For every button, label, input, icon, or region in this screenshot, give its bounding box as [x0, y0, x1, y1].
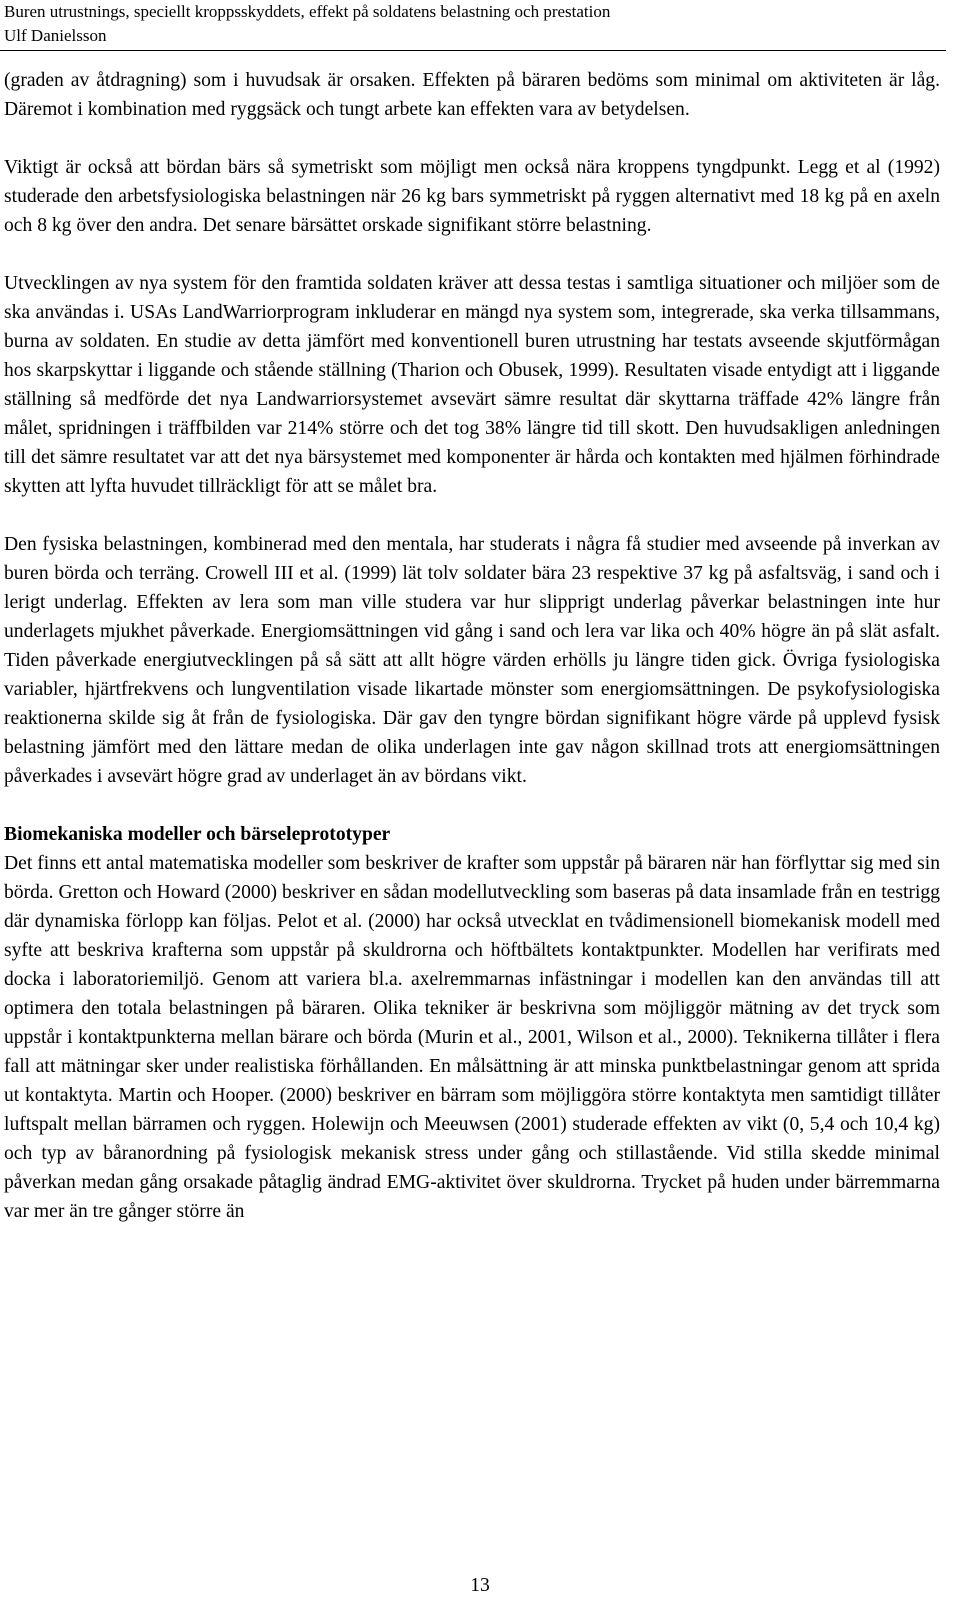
- paragraph-4: Den fysiska belastningen, kombinerad med den mentala, har studerats i några få studier med avseende på inverkan av buren börda och terräng. Crowell III et al. (1999) lät tolv soldater bära 23 respektive 37 kg på asfaltsväg, i sand och i lerigt underlag. Effekten av lera som man ville studera var hur slipprigt underlag påverkar belastningen inte hur underlagets mjukhet påverkade. Energiomsättningen vid gång i sand och lera var lika och 40% högre än på slät asfalt. Tiden påverkade energiutvecklingen på så sätt att allt högre värden erhölls ju längre tiden gick. Övriga fysiologiska variabler, hjärtfrekvens och lungventilation visade likartade mönster som energiomsättningen. De psykofysiologiska reaktionerna skilde sig åt från de fysiologiska. Där gav den tyngre bördan signifikant högre värde på upplevd fysisk belastning jämfört med den lättare medan de olika underlagen inte gav någon skillnad trots att energiomsättningen påverkades i avsevärt högre grad av underlaget än av bördans vikt.: [4, 534, 940, 787]
- paragraph-5: Det finns ett antal matematiska modeller som beskriver de krafter som uppstår på bäraren när han förflyttar sig med sin börda. Gretton och Howard (2000) beskriver en sådan modellutveckling som baseras på data insamlade från en testrigg där dynamiska förlopp kan följas. Pelot et al. (2000) har också utvecklat en tvådimensionell biomekanisk modell med syfte att beskriva krafterna som uppstår på skuldrorna och höftbältets kontaktpunkter. Modellen har verifirats med docka i laboratoriemiljö. Genom att variera bl.a. axelremmarnas infästningar i modellen kan den användas till att optimera den totala belastningen på bäraren. Olika tekniker är beskrivna som möjliggör mätning av det tryck som uppstår i kontaktpunkterna mellan bärare och börda (Murin et al., 2001, Wilson et al., 2000). Teknikerna tillåter i flera fall att mätningar sker under realistiska förhållanden. En målsättning är att minska punktbelastningar genom att sprida ut kontaktyta. Martin och Hooper. (2000) beskriver en bärram som möjliggöra större kontaktyta men samtidigt tillåter luftspalt mellan bärramen och ryggen. Holewijn och Meeuwsen (2001) studerade effekten av vikt (0, 5,4 och 10,4 kg) och typ av båranordning på fysiologisk mekanisk stress under gång och stillastående. Vid stilla skedde minimal påverkan medan gång orsakade påtaglig ändrad EMG-aktivitet över skuldrorna. Trycket på huden under bärremmarna var mer än tre gånger större än: [4, 853, 940, 1222]
- paragraph-2: Viktigt är också att bördan bärs så symetriskt som möjligt men också nära kroppens tyngdpunkt. Legg et al (1992) studerade den arbetsfysiologiska belastningen när 26 kg bars symmetriskt på ryggen alternativt med 18 kg på en axeln och 8 kg över den andra. Det senare bärsättet orskade signifikant större belastning.: [4, 157, 940, 236]
- paragraph-3: Utvecklingen av nya system för den framtida soldaten kräver att dessa testas i samtliga situationer och miljöer som de ska användas i. USAs LandWarriorprogram inkluderar en mängd nya system som, integrerade, ska verka tillsammans, burna av soldaten. En studie av detta jämfört med konventionell buren utrustning har testats avseende skjutförmågan hos skarpskyttar i liggande och stående ställning (Tharion och Obusek, 1999). Resultaten visade entydigt att i liggande ställning så medförde det nya Landwarriorsystemet avsevärt sämre resultat där skyttarna träffade 42% längre från målet, spridningen i träffbilden var 214% större och det tog 38% längre tid till skott. Den huvudsakligen anledningen till det sämre resultatet var att det nya bärsystemet med komponenter är hårda och kontakten med hjälmen förhindrade skytten att lyfta huvudet tillräckligt för att se målet bra.: [4, 273, 940, 497]
- paragraph-1: (graden av åtdragning) som i huvudsak är orsaken. Effekten på bäraren bedöms som minimal om aktiviteten är låg. Däremot i kombination med ryggsäck och tungt arbete kan effekten vara av betydelsen.: [4, 70, 940, 120]
- section-heading: Biomekaniska modeller och bärseleprototyper: [4, 824, 391, 845]
- header-author: Ulf Danielsson: [4, 26, 107, 45]
- header-title: Buren utrustnings, speciellt kroppsskyddets, effekt på soldatens belastning och prestation: [4, 2, 611, 21]
- running-header: [4, 0, 944, 48]
- body-text: [4, 66, 940, 1226]
- page-number: 13: [470, 1575, 490, 1596]
- header-rule: [0, 50, 946, 51]
